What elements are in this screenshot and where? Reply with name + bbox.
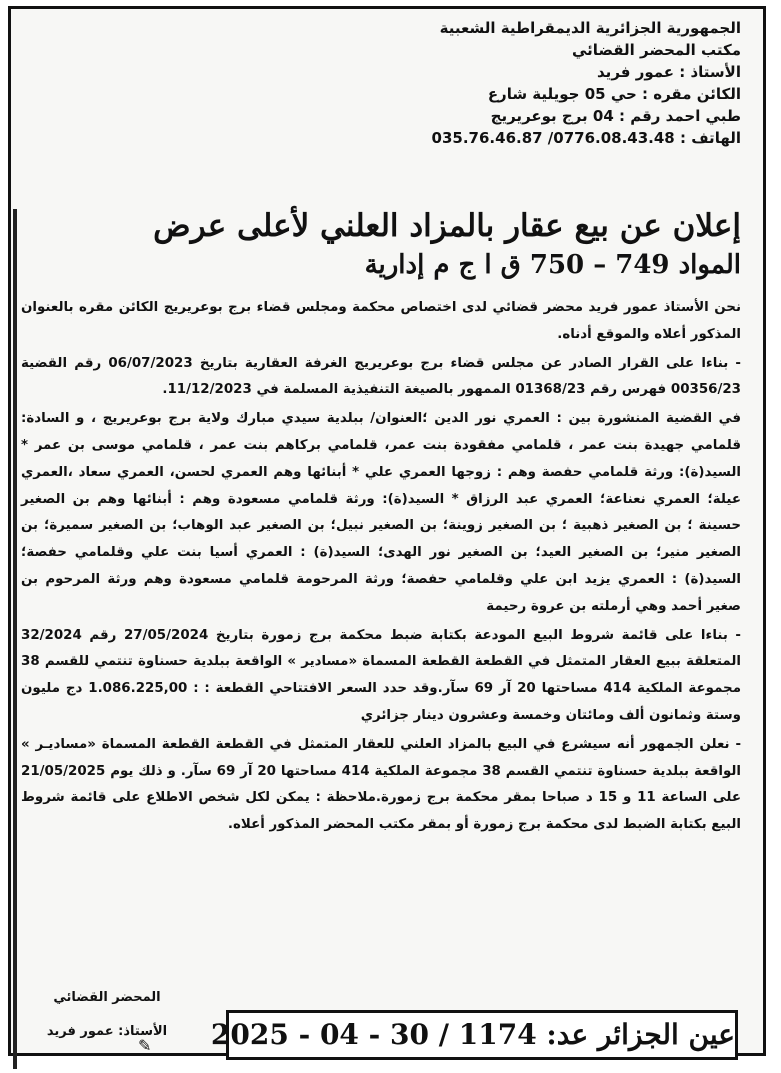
signature-block: [37, 981, 177, 1049]
paragraph-parties: في القضية المنشورة بين : العمري نور الدين ؛العنوان/ ببلدية سيدي مبارك ولاية برج بوعريريج ، و السادة: قلمامي جهيدة بنت عمر ، قلمامي مفقودة بنت عمر، قلمامي بركاهم بنت عمر ، قلمامي موسى بن عمر * السيد(ة): ورثة قلمامي حفصة وهم : زوجها العمري علي * أبنائها وهم العمري لحسن، العمري سعاد ،العمري عيلة؛ العمري نعناعة؛ العمري عبد الرزاق * السيد(ة): ورثة قلمامي مسعودة وهم : أبنائها وهم بن الصغير حسينة ؛ بن الصغير ذهبية ؛ بن الصغير زوينة؛ بن الصغير نبيل؛ بن الصغير عبد الوهاب؛ بن الصغير سميرة؛ بن الصغير منير؛ بن الصغير العيد؛ بن الصغير نور الهدى؛ السيد(ة) : العمري أسيا بنت علي وقلمامي حفصة؛ السيد(ة) : العمري يزيد ابن علي وقلمامي حفصة؛ ورثة المرحومة قلمامي مسعودة وهم ورثة المرحوم بن صغير أحمد وهي أرملته بن عروة رحيمة: [21, 411, 741, 614]
paragraph-intro: نحن الأستاذ عمور فريد محضر قضائي لدى اختصاص محكمة ومجلس قضاء برج بوعريريج الكائن مقره بالعنوان المذكور أعلاه والموقع أدناه.: [21, 300, 741, 342]
publication-reference: عين الجزائر عد: 1174 / 30 - 04 - 2025: [226, 1010, 738, 1060]
paragraph-sale-terms: - بناءا على قائمة شروط البيع المودعة بكتابة ضبط محكمة برج زمورة بتاريخ 27/05/2024 رقم 32/2024 المتعلقة ببيع العقار المتمثل في القطعة القطعة المسماة «مسادير » الواقعة ببلدية حسناوة تنتمي للقسم 38 مجموعة الملكية 414 مساحتها 20 آر 69 سآر.وقد حدد السعر الافتتاحي القطعة : : 1.086.225,00 دج مليون وستة وثمانون ألف ومائتان وخمسة وعشرون دينار جزائري: [21, 627, 741, 723]
office-name: مكتب المحضر القضائي: [572, 41, 741, 59]
address-line-2: طبي احمد رقم : 04 برج بوعريريج: [490, 107, 741, 125]
lawyer-name: الأستاذ : عمور فريد: [597, 63, 741, 81]
announcement-body: [21, 295, 741, 841]
country-name: الجمهورية الجزائرية الديمقراطية الشعبية: [439, 19, 741, 37]
left-border-line: [13, 209, 17, 1069]
signature-name: الأستاذ: عمور فريد: [46, 1024, 168, 1039]
announcement-title: [21, 205, 741, 283]
office-header: [261, 17, 741, 149]
title-line-2: المواد 749 – 750 ق ا ج م إدارية: [364, 250, 741, 280]
address-line-1: الكائن مقره : حي 05 جويلية شارع: [487, 85, 741, 103]
signature-role: المحضر القضائي: [53, 990, 161, 1005]
paragraph-decision: - بناءا على القرار الصادر عن مجلس قضاء برج بوعريريج الغرفة العقارية بتاريخ 06/07/2023 رقم القضية 00356/23 فهرس رقم 01368/23 الممهور بالصيغة التنفيذية المسلمة في 11/12/2023.: [21, 355, 741, 398]
pencil-mark-icon: ✎: [138, 1036, 152, 1055]
title-line-1: إعلان عن بيع عقار بالمزاد العلني لأعلى عرض: [153, 208, 741, 244]
paragraph-auction-notice: - نعلن الجمهور أنه سيشرع في البيع بالمزاد العلني للعقار المتمثل في القطعة القطعة المسماة «مساديـر » الواقعة ببلدية حسناوة تنتمي القسم 38 مجموعة الملكية 414 مساحتها 20 آر 69 سآر. و ذلك يوم 21/05/2025 على الساعة 11 و 15 د صباحا بمقر محكمة برج زمورة.ملاحظة : يمكن لكل شخص الاطلاع على قائمة شروط البيع بكتابة الضبط لدى محكمة برج زمورة أو بمقر مكتب المحضر المذكور أعلاه.: [21, 736, 741, 833]
phone-line: الهاتف : 0776.08.43.48/ 035.76.46.87: [431, 129, 741, 147]
announcement-page: [8, 6, 766, 1056]
